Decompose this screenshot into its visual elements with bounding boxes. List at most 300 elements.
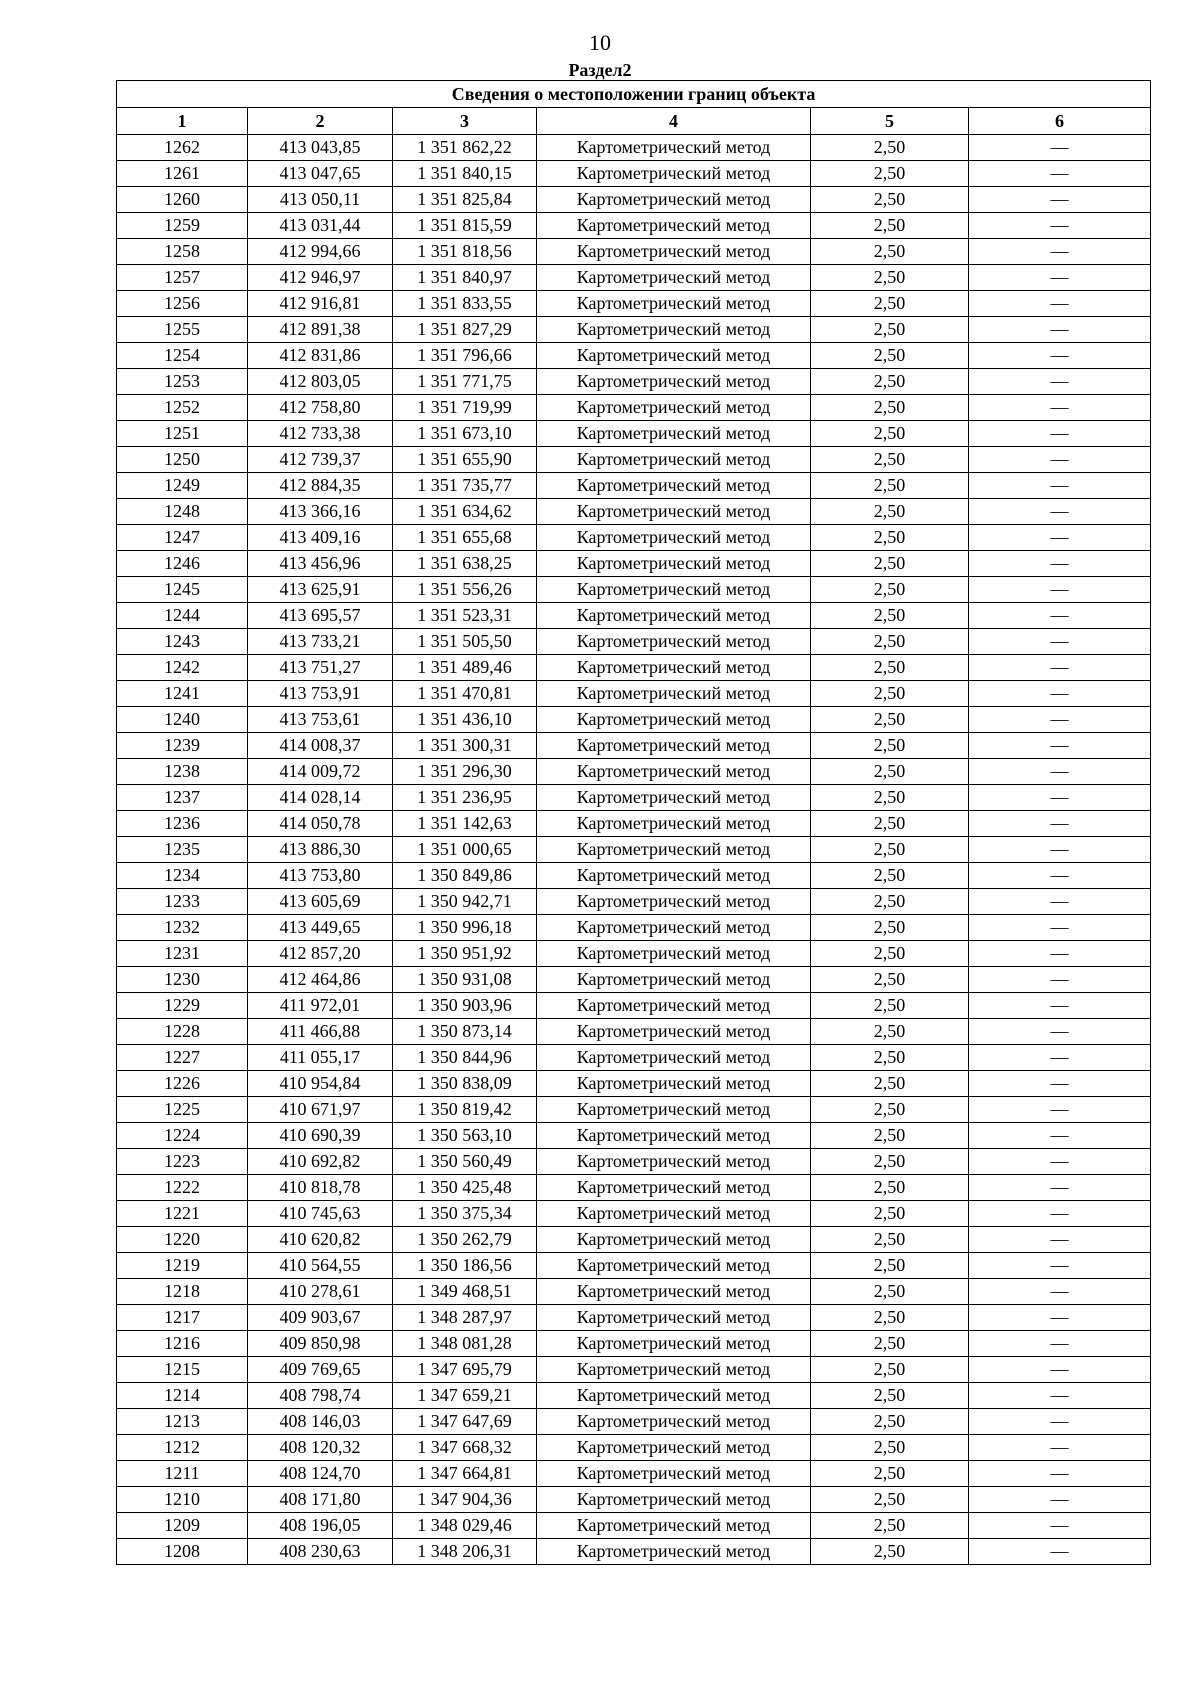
- table-row: [117, 993, 1151, 1019]
- method-cell: Картометрический метод: [537, 681, 811, 707]
- method-cell: Картометрический метод: [537, 421, 811, 447]
- point-number-cell: 1209: [117, 1513, 248, 1539]
- accuracy-cell: 2,50: [811, 161, 969, 187]
- description-cell: —: [969, 525, 1151, 551]
- x-coordinate-cell: 410 692,82: [248, 1149, 393, 1175]
- table-row: [117, 161, 1151, 187]
- point-number-cell: 1241: [117, 681, 248, 707]
- x-coordinate-cell: 414 028,14: [248, 785, 393, 811]
- x-coordinate-cell: 413 886,30: [248, 837, 393, 863]
- description-cell: —: [969, 343, 1151, 369]
- accuracy-cell: 2,50: [811, 421, 969, 447]
- table-row: [117, 343, 1151, 369]
- x-coordinate-cell: 408 124,70: [248, 1461, 393, 1487]
- table-row: [117, 915, 1151, 941]
- x-coordinate-cell: 412 758,80: [248, 395, 393, 421]
- method-cell: Картометрический метод: [537, 863, 811, 889]
- accuracy-cell: 2,50: [811, 447, 969, 473]
- x-coordinate-cell: 413 456,96: [248, 551, 393, 577]
- description-cell: —: [969, 239, 1151, 265]
- point-number-cell: 1231: [117, 941, 248, 967]
- point-number-cell: 1249: [117, 473, 248, 499]
- point-number-cell: 1217: [117, 1305, 248, 1331]
- accuracy-cell: 2,50: [811, 187, 969, 213]
- method-cell: Картометрический метод: [537, 1435, 811, 1461]
- method-cell: Картометрический метод: [537, 1487, 811, 1513]
- x-coordinate-cell: 410 278,61: [248, 1279, 393, 1305]
- description-cell: —: [969, 551, 1151, 577]
- description-cell: —: [969, 681, 1151, 707]
- x-coordinate-cell: 410 690,39: [248, 1123, 393, 1149]
- accuracy-cell: 2,50: [811, 1357, 969, 1383]
- method-cell: Картометрический метод: [537, 1357, 811, 1383]
- x-coordinate-cell: 408 230,63: [248, 1539, 393, 1565]
- accuracy-cell: 2,50: [811, 1201, 969, 1227]
- table-header-row: [117, 108, 1151, 135]
- point-number-cell: 1246: [117, 551, 248, 577]
- description-cell: —: [969, 1253, 1151, 1279]
- y-coordinate-cell: 1 347 904,36: [393, 1487, 537, 1513]
- method-cell: Картометрический метод: [537, 265, 811, 291]
- description-cell: —: [969, 421, 1151, 447]
- description-cell: —: [969, 837, 1151, 863]
- method-cell: Картометрический метод: [537, 525, 811, 551]
- table-row: [117, 1487, 1151, 1513]
- method-cell: Картометрический метод: [537, 577, 811, 603]
- method-cell: Картометрический метод: [537, 811, 811, 837]
- table-row: [117, 629, 1151, 655]
- x-coordinate-cell: 413 753,91: [248, 681, 393, 707]
- table-row: [117, 317, 1151, 343]
- x-coordinate-cell: 409 769,65: [248, 1357, 393, 1383]
- x-coordinate-cell: 410 745,63: [248, 1201, 393, 1227]
- point-number-cell: 1260: [117, 187, 248, 213]
- point-number-cell: 1220: [117, 1227, 248, 1253]
- table-row: [117, 811, 1151, 837]
- point-number-cell: 1212: [117, 1435, 248, 1461]
- x-coordinate-cell: 412 884,35: [248, 473, 393, 499]
- description-cell: —: [969, 1461, 1151, 1487]
- description-cell: —: [969, 915, 1151, 941]
- accuracy-cell: 2,50: [811, 499, 969, 525]
- table-row: [117, 421, 1151, 447]
- x-coordinate-cell: 412 994,66: [248, 239, 393, 265]
- description-cell: —: [969, 1227, 1151, 1253]
- description-cell: —: [969, 1513, 1151, 1539]
- point-number-cell: 1238: [117, 759, 248, 785]
- y-coordinate-cell: 1 351 735,77: [393, 473, 537, 499]
- table-row: [117, 863, 1151, 889]
- table-row: [117, 1253, 1151, 1279]
- point-number-cell: 1236: [117, 811, 248, 837]
- y-coordinate-cell: 1 351 505,50: [393, 629, 537, 655]
- table-row: [117, 1149, 1151, 1175]
- x-coordinate-cell: 412 891,38: [248, 317, 393, 343]
- method-cell: Картометрический метод: [537, 707, 811, 733]
- y-coordinate-cell: 1 351 815,59: [393, 213, 537, 239]
- accuracy-cell: 2,50: [811, 1409, 969, 1435]
- y-coordinate-cell: 1 351 825,84: [393, 187, 537, 213]
- description-cell: —: [969, 785, 1151, 811]
- description-cell: —: [969, 499, 1151, 525]
- point-number-cell: 1235: [117, 837, 248, 863]
- x-coordinate-cell: 408 120,32: [248, 1435, 393, 1461]
- table-caption-row: [117, 81, 1151, 108]
- y-coordinate-cell: 1 348 029,46: [393, 1513, 537, 1539]
- point-number-cell: 1210: [117, 1487, 248, 1513]
- accuracy-cell: 2,50: [811, 1513, 969, 1539]
- accuracy-cell: 2,50: [811, 1149, 969, 1175]
- accuracy-cell: 2,50: [811, 1435, 969, 1461]
- x-coordinate-cell: 410 671,97: [248, 1097, 393, 1123]
- method-cell: Картометрический метод: [537, 1279, 811, 1305]
- description-cell: —: [969, 395, 1151, 421]
- method-cell: Картометрический метод: [537, 1539, 811, 1565]
- method-cell: Картометрический метод: [537, 369, 811, 395]
- x-coordinate-cell: 410 954,84: [248, 1071, 393, 1097]
- method-cell: Картометрический метод: [537, 1201, 811, 1227]
- y-coordinate-cell: 1 350 844,96: [393, 1045, 537, 1071]
- y-coordinate-cell: 1 348 081,28: [393, 1331, 537, 1357]
- point-number-cell: 1258: [117, 239, 248, 265]
- method-cell: Картометрический метод: [537, 733, 811, 759]
- table-row: [117, 785, 1151, 811]
- method-cell: Картометрический метод: [537, 837, 811, 863]
- point-number-cell: 1233: [117, 889, 248, 915]
- table-row: [117, 499, 1151, 525]
- y-coordinate-cell: 1 351 556,26: [393, 577, 537, 603]
- method-cell: Картометрический метод: [537, 1149, 811, 1175]
- accuracy-cell: 2,50: [811, 889, 969, 915]
- description-cell: —: [969, 1149, 1151, 1175]
- description-cell: —: [969, 577, 1151, 603]
- method-cell: Картометрический метод: [537, 1227, 811, 1253]
- table-row: [117, 473, 1151, 499]
- method-cell: Картометрический метод: [537, 1305, 811, 1331]
- x-coordinate-cell: 410 564,55: [248, 1253, 393, 1279]
- method-cell: Картометрический метод: [537, 135, 811, 161]
- x-coordinate-cell: 408 146,03: [248, 1409, 393, 1435]
- accuracy-cell: 2,50: [811, 1487, 969, 1513]
- table-row: [117, 1019, 1151, 1045]
- method-cell: Картометрический метод: [537, 1331, 811, 1357]
- point-number-cell: 1243: [117, 629, 248, 655]
- x-coordinate-cell: 413 605,69: [248, 889, 393, 915]
- page-number: 10: [589, 30, 611, 55]
- x-coordinate-cell: 413 695,57: [248, 603, 393, 629]
- accuracy-cell: 2,50: [811, 525, 969, 551]
- point-number-cell: 1213: [117, 1409, 248, 1435]
- x-coordinate-cell: 411 972,01: [248, 993, 393, 1019]
- point-number-cell: 1237: [117, 785, 248, 811]
- point-number-cell: 1211: [117, 1461, 248, 1487]
- y-coordinate-cell: 1 351 862,22: [393, 135, 537, 161]
- point-number-cell: 1230: [117, 967, 248, 993]
- accuracy-cell: 2,50: [811, 239, 969, 265]
- method-cell: Картометрический метод: [537, 239, 811, 265]
- point-number-cell: 1215: [117, 1357, 248, 1383]
- accuracy-cell: 2,50: [811, 811, 969, 837]
- y-coordinate-cell: 1 351 818,56: [393, 239, 537, 265]
- accuracy-cell: 2,50: [811, 473, 969, 499]
- description-cell: —: [969, 187, 1151, 213]
- y-coordinate-cell: 1 351 655,68: [393, 525, 537, 551]
- y-coordinate-cell: 1 350 951,92: [393, 941, 537, 967]
- table-row: [117, 1071, 1151, 1097]
- accuracy-cell: 2,50: [811, 1097, 969, 1123]
- description-cell: —: [969, 863, 1151, 889]
- description-cell: —: [969, 707, 1151, 733]
- method-cell: Картометрический метод: [537, 1071, 811, 1097]
- description-cell: —: [969, 1435, 1151, 1461]
- accuracy-cell: 2,50: [811, 759, 969, 785]
- point-number-cell: 1244: [117, 603, 248, 629]
- accuracy-cell: 2,50: [811, 993, 969, 1019]
- table-row: [117, 889, 1151, 915]
- description-cell: —: [969, 135, 1151, 161]
- accuracy-cell: 2,50: [811, 1045, 969, 1071]
- point-number-cell: 1247: [117, 525, 248, 551]
- y-coordinate-cell: 1 350 873,14: [393, 1019, 537, 1045]
- description-cell: —: [969, 1487, 1151, 1513]
- method-cell: Картометрический метод: [537, 1383, 811, 1409]
- description-cell: —: [969, 1019, 1151, 1045]
- accuracy-cell: 2,50: [811, 941, 969, 967]
- y-coordinate-cell: 1 350 425,48: [393, 1175, 537, 1201]
- y-coordinate-cell: 1 350 942,71: [393, 889, 537, 915]
- table-row: [117, 1123, 1151, 1149]
- y-coordinate-cell: 1 351 833,55: [393, 291, 537, 317]
- point-number-cell: 1254: [117, 343, 248, 369]
- point-number-cell: 1224: [117, 1123, 248, 1149]
- point-number-cell: 1239: [117, 733, 248, 759]
- method-cell: Картометрический метод: [537, 1253, 811, 1279]
- y-coordinate-cell: 1 351 000,65: [393, 837, 537, 863]
- table-row: [117, 1279, 1151, 1305]
- column-header: 5: [811, 108, 969, 135]
- x-coordinate-cell: 409 903,67: [248, 1305, 393, 1331]
- description-cell: —: [969, 1201, 1151, 1227]
- x-coordinate-cell: 409 850,98: [248, 1331, 393, 1357]
- point-number-cell: 1256: [117, 291, 248, 317]
- method-cell: Картометрический метод: [537, 551, 811, 577]
- point-number-cell: 1214: [117, 1383, 248, 1409]
- table-row: [117, 603, 1151, 629]
- y-coordinate-cell: 1 351 840,15: [393, 161, 537, 187]
- description-cell: —: [969, 629, 1151, 655]
- method-cell: Картометрический метод: [537, 1409, 811, 1435]
- accuracy-cell: 2,50: [811, 395, 969, 421]
- point-number-cell: 1262: [117, 135, 248, 161]
- accuracy-cell: 2,50: [811, 1175, 969, 1201]
- y-coordinate-cell: 1 347 647,69: [393, 1409, 537, 1435]
- table-row: [117, 291, 1151, 317]
- method-cell: Картометрический метод: [537, 993, 811, 1019]
- x-coordinate-cell: 412 739,37: [248, 447, 393, 473]
- y-coordinate-cell: 1 351 796,66: [393, 343, 537, 369]
- point-number-cell: 1234: [117, 863, 248, 889]
- point-number-cell: 1221: [117, 1201, 248, 1227]
- column-header: 2: [248, 108, 393, 135]
- description-cell: —: [969, 447, 1151, 473]
- x-coordinate-cell: 413 366,16: [248, 499, 393, 525]
- description-cell: —: [969, 1123, 1151, 1149]
- method-cell: Картометрический метод: [537, 317, 811, 343]
- x-coordinate-cell: 413 043,85: [248, 135, 393, 161]
- y-coordinate-cell: 1 351 771,75: [393, 369, 537, 395]
- point-number-cell: 1250: [117, 447, 248, 473]
- description-cell: —: [969, 1071, 1151, 1097]
- x-coordinate-cell: 414 050,78: [248, 811, 393, 837]
- method-cell: Картометрический метод: [537, 603, 811, 629]
- method-cell: Картометрический метод: [537, 395, 811, 421]
- accuracy-cell: 2,50: [811, 1383, 969, 1409]
- accuracy-cell: 2,50: [811, 369, 969, 395]
- point-number-cell: 1240: [117, 707, 248, 733]
- y-coordinate-cell: 1 347 695,79: [393, 1357, 537, 1383]
- column-header: 4: [537, 108, 811, 135]
- description-cell: —: [969, 603, 1151, 629]
- method-cell: Картометрический метод: [537, 499, 811, 525]
- y-coordinate-cell: 1 350 560,49: [393, 1149, 537, 1175]
- table-row: [117, 1097, 1151, 1123]
- y-coordinate-cell: 1 351 296,30: [393, 759, 537, 785]
- accuracy-cell: 2,50: [811, 1539, 969, 1565]
- point-number-cell: 1228: [117, 1019, 248, 1045]
- y-coordinate-cell: 1 350 996,18: [393, 915, 537, 941]
- x-coordinate-cell: 411 055,17: [248, 1045, 393, 1071]
- table-row: [117, 733, 1151, 759]
- point-number-cell: 1218: [117, 1279, 248, 1305]
- method-cell: Картометрический метод: [537, 967, 811, 993]
- x-coordinate-cell: 413 733,21: [248, 629, 393, 655]
- table-row: [117, 369, 1151, 395]
- point-number-cell: 1227: [117, 1045, 248, 1071]
- method-cell: Картометрический метод: [537, 629, 811, 655]
- y-coordinate-cell: 1 347 659,21: [393, 1383, 537, 1409]
- description-cell: —: [969, 1097, 1151, 1123]
- description-cell: —: [969, 941, 1151, 967]
- y-coordinate-cell: 1 350 931,08: [393, 967, 537, 993]
- x-coordinate-cell: 412 857,20: [248, 941, 393, 967]
- description-cell: —: [969, 655, 1151, 681]
- description-cell: —: [969, 811, 1151, 837]
- accuracy-cell: 2,50: [811, 1019, 969, 1045]
- accuracy-cell: 2,50: [811, 1279, 969, 1305]
- table-row: [117, 1383, 1151, 1409]
- point-number-cell: 1261: [117, 161, 248, 187]
- x-coordinate-cell: 408 196,05: [248, 1513, 393, 1539]
- x-coordinate-cell: 413 050,11: [248, 187, 393, 213]
- y-coordinate-cell: 1 347 664,81: [393, 1461, 537, 1487]
- accuracy-cell: 2,50: [811, 1331, 969, 1357]
- accuracy-cell: 2,50: [811, 1253, 969, 1279]
- table-row: [117, 655, 1151, 681]
- description-cell: —: [969, 1539, 1151, 1565]
- description-cell: —: [969, 967, 1151, 993]
- coordinates-table: [116, 80, 1151, 1565]
- method-cell: Картометрический метод: [537, 785, 811, 811]
- table-row: [117, 1227, 1151, 1253]
- description-cell: —: [969, 161, 1151, 187]
- table-row: [117, 967, 1151, 993]
- table-row: [117, 1045, 1151, 1071]
- accuracy-cell: 2,50: [811, 785, 969, 811]
- x-coordinate-cell: 410 620,82: [248, 1227, 393, 1253]
- x-coordinate-cell: 413 031,44: [248, 213, 393, 239]
- table-row: [117, 1331, 1151, 1357]
- y-coordinate-cell: 1 348 206,31: [393, 1539, 537, 1565]
- accuracy-cell: 2,50: [811, 135, 969, 161]
- method-cell: Картометрический метод: [537, 1045, 811, 1071]
- method-cell: Картометрический метод: [537, 343, 811, 369]
- x-coordinate-cell: 413 625,91: [248, 577, 393, 603]
- accuracy-cell: 2,50: [811, 1305, 969, 1331]
- description-cell: —: [969, 1409, 1151, 1435]
- y-coordinate-cell: 1 350 186,56: [393, 1253, 537, 1279]
- table-row: [117, 759, 1151, 785]
- x-coordinate-cell: 414 009,72: [248, 759, 393, 785]
- accuracy-cell: 2,50: [811, 863, 969, 889]
- method-cell: Картометрический метод: [537, 161, 811, 187]
- point-number-cell: 1253: [117, 369, 248, 395]
- point-number-cell: 1257: [117, 265, 248, 291]
- x-coordinate-cell: 412 464,86: [248, 967, 393, 993]
- table-row: [117, 1357, 1151, 1383]
- description-cell: —: [969, 213, 1151, 239]
- column-header: 1: [117, 108, 248, 135]
- accuracy-cell: 2,50: [811, 317, 969, 343]
- accuracy-cell: 2,50: [811, 343, 969, 369]
- point-number-cell: 1259: [117, 213, 248, 239]
- accuracy-cell: 2,50: [811, 837, 969, 863]
- table-row: [117, 577, 1151, 603]
- description-cell: —: [969, 1305, 1151, 1331]
- method-cell: Картометрический метод: [537, 473, 811, 499]
- method-cell: Картометрический метод: [537, 213, 811, 239]
- table-row: [117, 1409, 1151, 1435]
- point-number-cell: 1223: [117, 1149, 248, 1175]
- point-number-cell: 1232: [117, 915, 248, 941]
- x-coordinate-cell: 411 466,88: [248, 1019, 393, 1045]
- accuracy-cell: 2,50: [811, 1071, 969, 1097]
- table-row: [117, 135, 1151, 161]
- description-cell: —: [969, 317, 1151, 343]
- description-cell: —: [969, 1279, 1151, 1305]
- method-cell: Картометрический метод: [537, 447, 811, 473]
- point-number-cell: 1208: [117, 1539, 248, 1565]
- accuracy-cell: 2,50: [811, 655, 969, 681]
- accuracy-cell: 2,50: [811, 213, 969, 239]
- y-coordinate-cell: 1 350 903,96: [393, 993, 537, 1019]
- point-number-cell: 1248: [117, 499, 248, 525]
- method-cell: Картометрический метод: [537, 941, 811, 967]
- accuracy-cell: 2,50: [811, 629, 969, 655]
- description-cell: —: [969, 733, 1151, 759]
- y-coordinate-cell: 1 351 523,31: [393, 603, 537, 629]
- point-number-cell: 1226: [117, 1071, 248, 1097]
- point-number-cell: 1216: [117, 1331, 248, 1357]
- accuracy-cell: 2,50: [811, 915, 969, 941]
- section-title: Раздел2: [568, 60, 632, 80]
- table-row: [117, 1175, 1151, 1201]
- y-coordinate-cell: 1 351 470,81: [393, 681, 537, 707]
- y-coordinate-cell: 1 351 719,99: [393, 395, 537, 421]
- table-row: [117, 707, 1151, 733]
- table-row: [117, 837, 1151, 863]
- description-cell: —: [969, 993, 1151, 1019]
- x-coordinate-cell: 414 008,37: [248, 733, 393, 759]
